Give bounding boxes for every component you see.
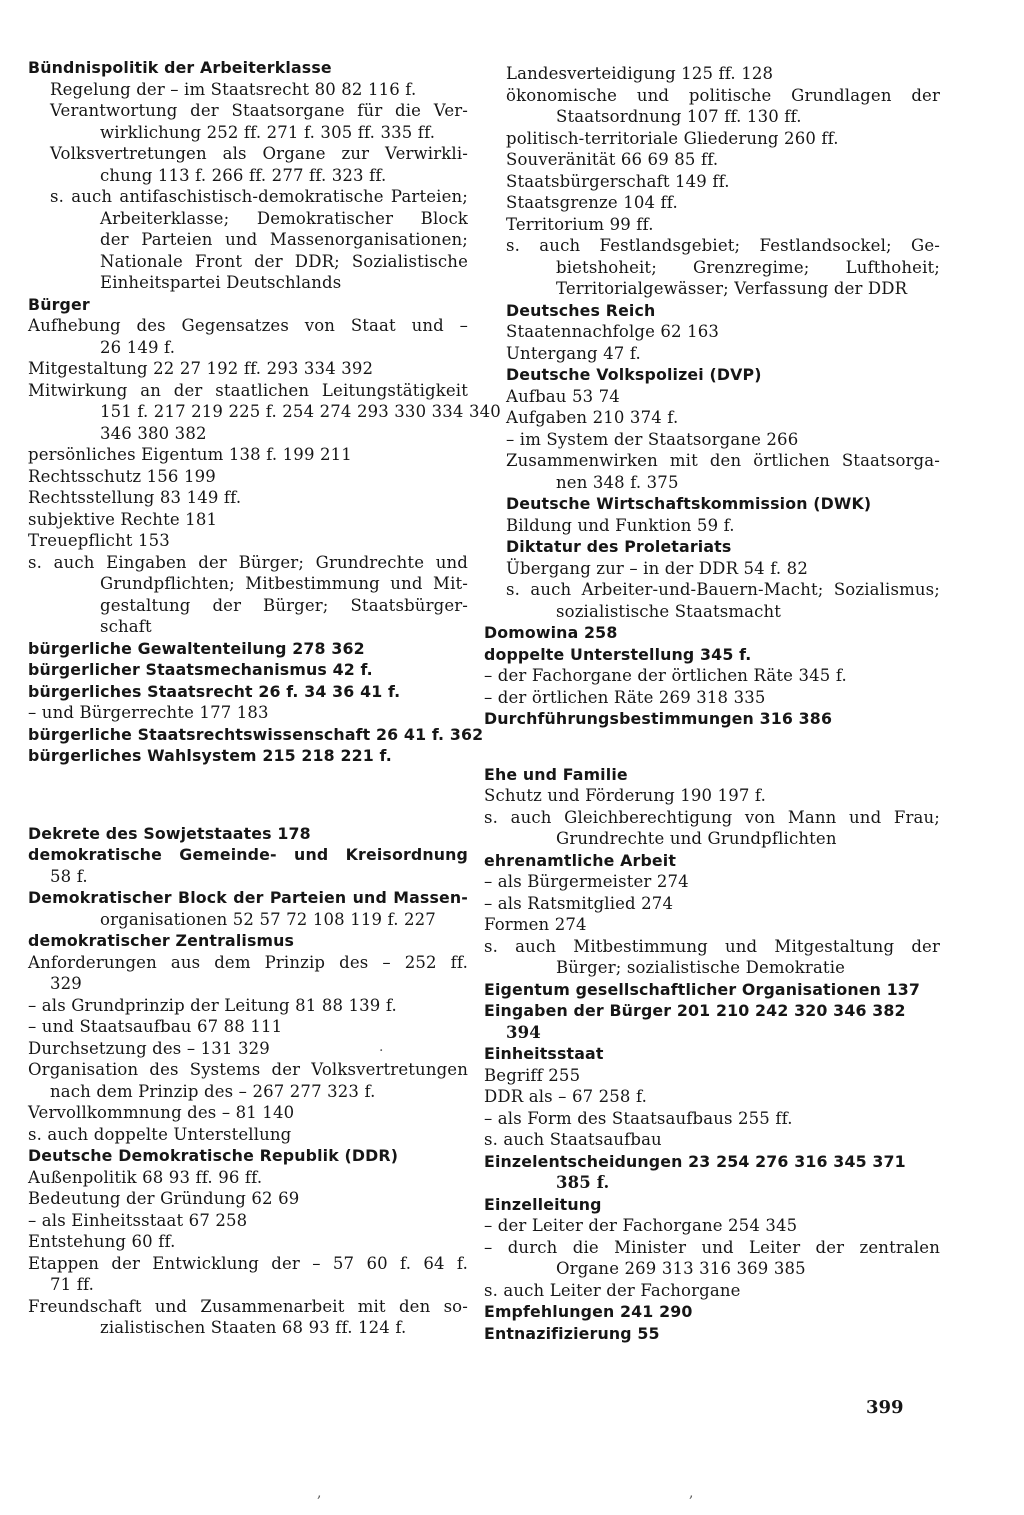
- index-entry: 58 f.: [50, 866, 88, 886]
- index-entry: Organisation des Systems der Volksvertretungen: [28, 1060, 468, 1079]
- index-entry: Außenpolitik 68 93 ff. 96 ff.: [28, 1167, 263, 1187]
- index-entry: Rechtsstellung 83 149 ff.: [28, 488, 242, 507]
- index-entry: politisch-territoriale Gliederung 260 ff.: [506, 128, 839, 148]
- index-entry: 26 149 f.: [100, 337, 176, 357]
- index-entry: – und Staatsaufbau 67 88 111: [28, 1017, 283, 1036]
- page-number: 399: [866, 1397, 904, 1418]
- index-heading: Deutsche Volkspolizei (DVP): [506, 365, 762, 384]
- index-entry: Mitgestaltung 22 27 192 ff. 293 334 392: [28, 359, 374, 378]
- index-column-right: [484, 63, 940, 1344]
- index-heading: Eingaben der Bürger 201 210 242 320 346 382: [484, 1001, 906, 1020]
- index-entry: – der örtlichen Räte 269 318 335: [484, 687, 766, 707]
- index-entry: der Parteien und Massenorganisationen;: [100, 230, 468, 249]
- index-heading: Einheitsstaat: [484, 1044, 604, 1063]
- index-heading: Diktatur des Proletariats: [506, 537, 732, 556]
- index-entry: – als Grundprinzip der Leitung 81 88 139 f.: [28, 995, 397, 1015]
- index-entry: DDR als – 67 258 f.: [484, 1087, 648, 1106]
- index-entry: Übergang zur – in der DDR 54 f. 82: [506, 558, 808, 578]
- index-entry: Bürger; sozialistische Demokratie: [556, 958, 846, 977]
- index-entry: schaft: [100, 617, 152, 636]
- index-entry: Staatsgrenze 104 ff.: [506, 193, 678, 212]
- index-entry: – der Leiter der Fachorgane 254 345: [484, 1216, 798, 1235]
- index-entry: s. auch doppelte Unterstellung: [28, 1124, 292, 1144]
- index-entry: Etappen der Entwicklung der – 57 60 f. 64 f.: [28, 1253, 468, 1273]
- index-entry: – durch die Minister und Leiter der zentralen: [484, 1237, 940, 1257]
- index-entry: Nationale Front der DDR; Sozialistische: [100, 251, 468, 271]
- index-entry: Freundschaft und Zusammenarbeit mit den so-: [28, 1296, 468, 1316]
- index-heading: Bündnispolitik der Arbeiterklasse: [28, 58, 332, 77]
- index-entry: Anforderungen aus dem Prinzip des – 252 ff.: [28, 952, 468, 972]
- index-entry: 385 f.: [556, 1173, 610, 1192]
- index-entry: Arbeiterklasse; Demokratischer Block: [100, 208, 468, 228]
- index-entry: Bildung und Funktion 59 f.: [506, 515, 735, 535]
- index-entry: zialistischen Staaten 68 93 ff. 124 f.: [100, 1318, 407, 1337]
- index-heading: Empfehlungen 241 290: [484, 1302, 693, 1321]
- index-entry: Organe 269 313 316 369 385: [556, 1259, 806, 1278]
- index-entry: organisationen 52 57 72 108 119 f. 227: [100, 909, 436, 929]
- index-heading: doppelte Unterstellung 345 f.: [484, 644, 752, 664]
- scan-mark: ·: [379, 1043, 384, 1059]
- index-heading: Domowina 258: [484, 623, 618, 642]
- index-entry: nen 348 f. 375: [556, 472, 679, 492]
- index-heading: Deutsche Demokratische Republik (DDR): [28, 1146, 399, 1165]
- index-heading: Bürger: [28, 294, 90, 314]
- index-entry: – als Ratsmitglied 274: [484, 893, 674, 913]
- index-entry: s. auch Eingaben der Bürger; Grundrechte und: [28, 552, 468, 572]
- index-entry: Aufhebung des Gegensatzes von Staat und –: [28, 316, 468, 335]
- index-entry: Entstehung 60 ff.: [28, 1232, 176, 1251]
- index-entry: Grundrechte und Grundpflichten: [556, 829, 837, 848]
- index-entry: chung 113 f. 266 ff. 277 ff. 323 ff.: [100, 165, 387, 185]
- index-heading: Deutsches Reich: [506, 300, 656, 320]
- index-entry: Mitwirkung an der staatlichen Leitungstätigkeit: [28, 380, 468, 400]
- index-entry: Zusammenwirken mit den örtlichen Staatsorga-: [506, 451, 940, 470]
- index-entry: nach dem Prinzip des – 267 277 323 f.: [50, 1081, 376, 1101]
- index-entry: bietshoheit; Grenzregime; Lufthoheit;: [556, 257, 940, 277]
- index-entry: s. auch Leiter der Fachorgane: [484, 1280, 741, 1300]
- index-heading: Durchführungsbestimmungen 316 386: [484, 709, 833, 728]
- index-entry: s. auch antifaschistisch-demokratische Parteien;: [50, 187, 468, 206]
- index-entry: 329: [50, 974, 82, 993]
- index-heading: bürgerliches Staatsrecht 26 f. 34 36 41 f.: [28, 681, 401, 701]
- index-entry: 394: [506, 1022, 541, 1042]
- index-entry: – im System der Staatsorgane 266: [506, 429, 799, 449]
- index-entry: Regelung der – im Staatsrecht 80 82 116 f.: [50, 79, 417, 99]
- index-entry: 151 f. 217 219 225 f. 254 274 293 330 334 340: [100, 402, 501, 421]
- index-entry: Formen 274: [484, 915, 587, 934]
- index-entry: Rechtsschutz 156 199: [28, 466, 216, 486]
- index-heading: bürgerliche Staatsrechtswissenschaft 26 41 f. 362: [28, 724, 484, 744]
- index-entry: gestaltung der Bürger; Staatsbürger-: [100, 595, 468, 615]
- index-entry: wirklichung 252 ff. 271 f. 305 ff. 335 ff.: [100, 122, 436, 142]
- index-entry: ökonomische und politische Grundlagen der: [506, 85, 940, 105]
- index-entry: s. auch Arbeiter-und-Bauern-Macht; Sozialismus;: [506, 580, 940, 599]
- index-entry: subjektive Rechte 181: [28, 509, 218, 529]
- index-entry: Souveränität 66 69 85 ff.: [506, 150, 719, 169]
- index-heading: Ehe und Familie: [484, 764, 628, 784]
- index-entry: Durchsetzung des – 131 329: [28, 1038, 270, 1058]
- index-heading: demokratischer Zentralismus: [28, 931, 295, 950]
- index-entry: Untergang 47 f.: [506, 343, 641, 363]
- index-entry: Treuepflicht 153: [28, 531, 170, 550]
- index-heading: Einzelleitung: [484, 1194, 602, 1214]
- index-entry: Staatsbürgerschaft 149 ff.: [506, 171, 730, 191]
- index-heading: bürgerliche Gewaltenteilung 278 362: [28, 638, 365, 658]
- index-heading: Demokratischer Block der Parteien und Massen-: [28, 888, 468, 907]
- index-entry: Grundpflichten; Mitbestimmung und Mit-: [100, 574, 468, 593]
- index-entry: Aufbau 53 74: [506, 386, 620, 406]
- index-column-left: [28, 57, 501, 1339]
- index-heading: Entnazifizierung 55: [484, 1323, 660, 1343]
- index-entry: Territorium 99 ff.: [506, 214, 654, 234]
- index-entry: s. auch Festlandsgebiet; Festlandsockel; Ge-: [506, 236, 940, 255]
- index-heading: Deutsche Wirtschaftskommission (DWK): [506, 494, 872, 513]
- index-heading: Einzelentscheidungen 23 254 276 316 345 371: [484, 1151, 906, 1171]
- index-entry: 346 380 382: [100, 423, 207, 443]
- index-entry: Territorialgewässer; Verfassung der DDR: [556, 279, 908, 298]
- index-entry: 71 ff.: [50, 1275, 95, 1294]
- index-entry: Begriff 255: [484, 1065, 581, 1085]
- index-entry: sozialistische Staatsmacht: [556, 601, 782, 621]
- index-heading: demokratische Gemeinde- und Kreisordnung: [28, 845, 468, 864]
- index-entry: – der Fachorgane der örtlichen Räte 345 f.: [484, 666, 847, 685]
- index-entry: Volksvertretungen als Organe zur Verwirkli-: [50, 144, 468, 163]
- index-heading: Eigentum gesellschaftlicher Organisationen 137: [484, 979, 921, 999]
- index-entry: – als Einheitsstaat 67 258: [28, 1210, 248, 1230]
- index-entry: Landesverteidigung 125 ff. 128: [506, 64, 774, 83]
- index-entry: Verantwortung der Staatsorgane für die Ver-: [50, 101, 468, 120]
- scan-mark: ,: [317, 1485, 322, 1501]
- index-entry: s. auch Gleichberechtigung von Mann und Frau;: [484, 807, 940, 827]
- index-entry: s. auch Staatsaufbau: [484, 1130, 662, 1149]
- index-entry: Schutz und Förderung 190 197 f.: [484, 786, 766, 805]
- index-entry: Vervollkommnung des – 81 140: [28, 1103, 295, 1122]
- index-heading: bürgerliches Wahlsystem 215 218 221 f.: [28, 746, 392, 765]
- index-entry: – als Bürgermeister 274: [484, 872, 689, 891]
- index-entry: s. auch Mitbestimmung und Mitgestaltung der: [484, 936, 940, 956]
- index-entry: Bedeutung der Gründung 62 69: [28, 1189, 300, 1208]
- index-heading: ehrenamtliche Arbeit: [484, 850, 677, 870]
- index-entry: Staatsordnung 107 ff. 130 ff.: [556, 107, 802, 126]
- index-entry: – und Bürgerrechte 177 183: [28, 703, 269, 722]
- index-entry: Einheitspartei Deutschlands: [100, 273, 342, 292]
- index-entry: – als Form des Staatsaufbaus 255 ff.: [484, 1108, 793, 1128]
- index-entry: persönliches Eigentum 138 f. 199 211: [28, 445, 352, 464]
- scan-mark: ,: [689, 1485, 694, 1501]
- index-heading: bürgerlicher Staatsmechanismus 42 f.: [28, 660, 373, 679]
- index-heading: Dekrete des Sowjetstaates 178: [28, 823, 311, 843]
- index-entry: Aufgaben 210 374 f.: [506, 408, 679, 427]
- index-entry: Staatennachfolge 62 163: [506, 322, 720, 341]
